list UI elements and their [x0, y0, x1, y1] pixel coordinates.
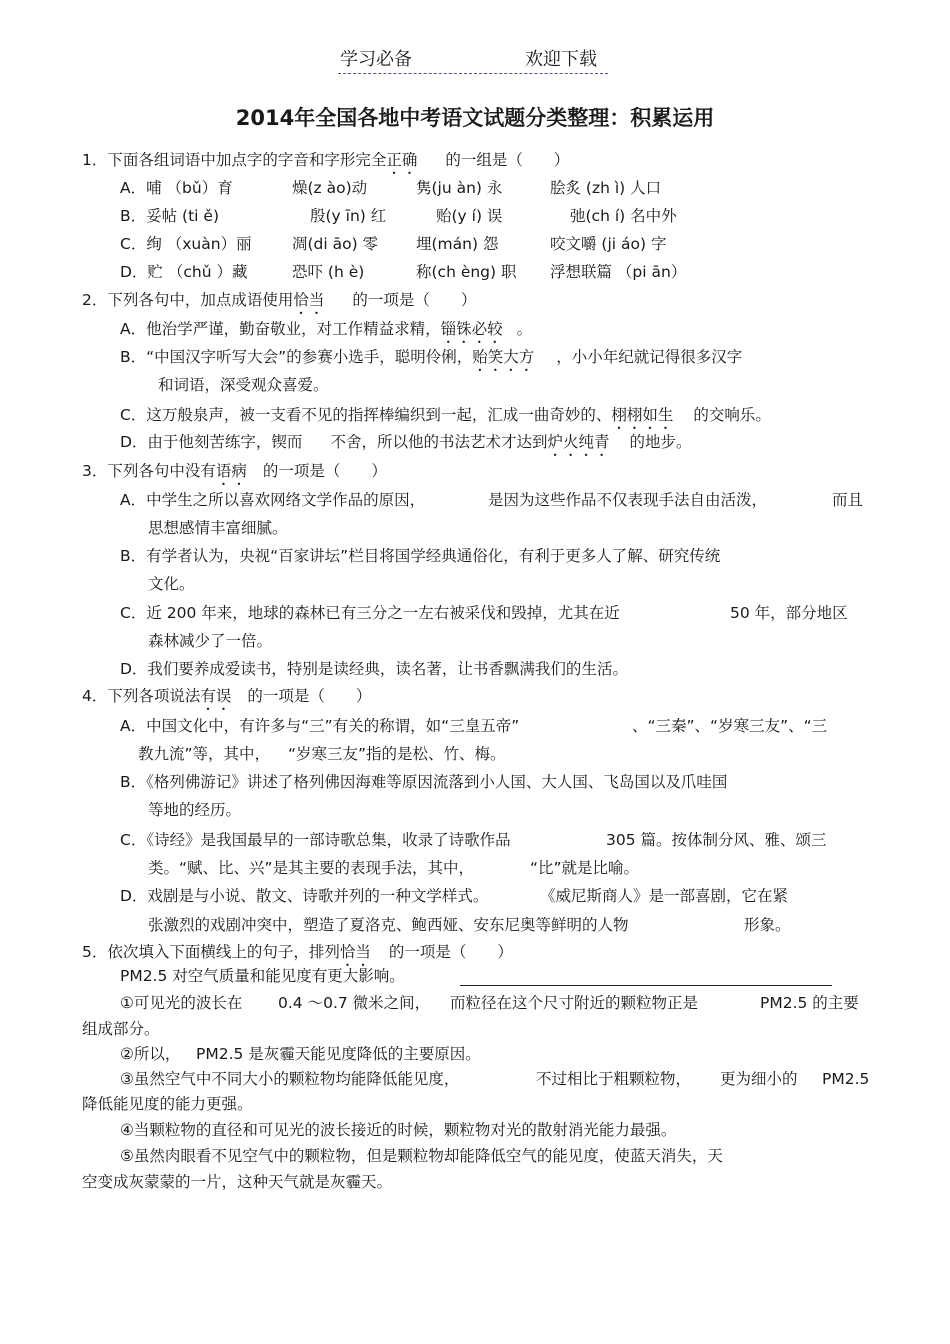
q3-option-a: A．中学生之所以喜欢网络文学作品的原因， — [120, 491, 426, 509]
q5-sentence-2: ②所以， — [120, 1045, 181, 1063]
q4-option-c: C．《诗经》是我国最早的一部诗歌总集，收录了诗歌作品 — [120, 831, 511, 849]
q2-option-c — [120, 405, 771, 433]
q2-a-text: A．他治学严谨，勤奋敬业，对工作精益求精， — [120, 320, 441, 338]
q2-stem — [82, 290, 476, 318]
q5-sentence-1: ①可见光的波长在 — [120, 994, 243, 1012]
q5-fill-blank — [460, 985, 832, 986]
page-title: 2014年全国各地中考语文试题分类整理：积累运用 — [235, 106, 715, 130]
q2-option-a — [120, 319, 532, 347]
q2-stem-end: 的一项是（ ） — [352, 291, 477, 309]
q1-option-c-1: C．绚 （xuàn）丽 — [120, 235, 252, 253]
header-left: 学习必备 — [340, 49, 412, 70]
q2-d-emphasis: 炉火纯青 — [547, 433, 610, 451]
q3-option-b-cont: 文化。 — [148, 575, 195, 593]
q5-sentence-2-b: PM2.5 是灰霾天能见度降低的主要原因。 — [196, 1045, 481, 1063]
q1-option-d-4: 浮想联篇 （pi ān） — [550, 263, 687, 281]
q3-option-d: D．我们要养成爱读书，特别是读经典，读名著，让书香飘满我们的生活。 — [120, 660, 628, 678]
q5-sentence-1-c: 而粒径在这个尺寸附近的颗粒物正是 — [450, 994, 699, 1012]
header-right: 欢迎下载 — [525, 49, 597, 70]
q5-stem-emphasis: 恰当 — [339, 943, 371, 961]
q2-option-b-cont: 和词语，深受观众喜爱。 — [158, 376, 329, 394]
q4-option-a-end: 、“三秦”、“岁寒三友”、“三 — [632, 717, 828, 735]
q1-option-d-2: 恐吓 (h è) — [292, 263, 365, 281]
q4-option-c-cont: 类。“赋、比、兴”是其主要的表现手法，其中， — [148, 859, 475, 877]
q4-option-d-cont-end: 形象。 — [744, 916, 791, 934]
q3-option-b: B．有学者认为，央视“百家讲坛”栏目将国学经典通俗化，有利于更多人了解、研究传统 — [120, 547, 721, 565]
q5-sentence-1-b: 0.4 ～0.7 微米之间， — [278, 994, 431, 1012]
q4-option-a: A．中国文化中，有许多与“三”有关的称谓，如“三皇五帝” — [120, 717, 520, 735]
q3-stem-end: 的一项是（ ） — [262, 462, 387, 480]
q2-a-end: 。 — [516, 320, 533, 338]
q4-option-d-end: 《威尼斯商人》是一部喜剧，它在紧 — [540, 887, 789, 905]
q1-option-d-1: D．贮 （chǔ ）藏 — [120, 263, 248, 281]
q5-sentence-3-b: 不过相比于粗颗粒物， — [536, 1070, 692, 1088]
q3-option-a-mid: 是因为这些作品不仅表现手法自由活泼， — [488, 491, 768, 509]
q2-b-emphasis: 贻笑大方 — [472, 348, 535, 366]
q1-stem-end: 的一组是（ ） — [445, 151, 570, 169]
q2-d-end: 的地步。 — [629, 433, 692, 451]
q2-option-b — [120, 347, 742, 375]
q4-option-d-cont: 张激烈的戏剧冲突中，塑造了夏洛克、鲍西娅、安东尼奥等鲜明的人物 — [148, 916, 629, 934]
q4-option-c-cont-end: “比”就是比喻。 — [530, 859, 640, 877]
q5-sentence-1-cont: 组成部分。 — [82, 1020, 160, 1038]
q2-b-end: ，小小年纪就记得很多汉字 — [556, 348, 743, 366]
q5-sentence-3: ③虽然空气中不同大小的颗粒物均能降低能见度， — [120, 1070, 460, 1088]
q5-sentence-3-cont: 降低能见度的能力更强。 — [82, 1095, 253, 1113]
q5-sentence-1-d: PM2.5 的主要 — [760, 994, 859, 1012]
q1-option-c-2: 凋(di āo) 零 — [292, 235, 379, 253]
q1-option-b-4: 弛(ch í) 名中外 — [570, 207, 677, 225]
q2-c-end: 的交响乐。 — [693, 406, 771, 424]
q3-option-c-cont: 森林减少了一倍。 — [148, 632, 273, 650]
q3-option-c-end: 50 年，部分地区 — [730, 604, 848, 622]
q4-stem-emphasis: 有误 — [200, 687, 232, 705]
q5-lead-sentence: PM2.5 对空气质量和能见度有更大影响。 — [120, 967, 405, 985]
q1-option-b-2: 殷(y īn) 红 — [310, 207, 387, 225]
q2-stem-emphasis: 恰当 — [293, 291, 325, 309]
q3-stem — [82, 461, 387, 489]
q5-sentence-5: ⑤虽然肉眼看不见空气中的颗粒物，但是颗粒物却能降低空气的能见度，使蓝天消失，天 — [120, 1147, 723, 1165]
q4-stem — [82, 686, 371, 714]
q2-stem-text: 2．下列各句中，加点成语使用 — [82, 291, 294, 309]
q4-option-b-cont: 等地的经历。 — [148, 801, 242, 819]
q1-option-c-4: 咬文嚼 (ji áo) 字 — [550, 235, 667, 253]
q1-option-a-4: 脍炙 (zh ì) 人口 — [550, 179, 662, 197]
q1-option-a-3: 隽(ju àn) 永 — [416, 179, 503, 197]
q3-option-a-end: 而且 — [832, 491, 864, 509]
q5-sentence-3-d: PM2.5 — [822, 1070, 870, 1088]
q1-stem-emphasis: 正确 — [386, 151, 418, 169]
q1-stem — [82, 150, 569, 178]
q5-sentence-5-cont: 空变成灰蒙蒙的一片，这种天气就是灰霾天。 — [82, 1173, 393, 1191]
q2-a-emphasis: 锱铢必较 — [440, 320, 503, 338]
q2-d-text: D．由于他刻苦练字，锲而 — [120, 433, 303, 451]
q1-option-b-1: B．妥帖 (ti ě) — [120, 207, 220, 225]
q4-option-a-cont-end: “岁寒三友”指的是松、竹、梅。 — [288, 745, 506, 763]
q2-c-emphasis: 栩栩如生 — [611, 406, 674, 424]
q5-stem-end: 的一项是（ ） — [388, 943, 513, 961]
q1-stem-text: 1．下面各组词语中加点字的字音和字形完全 — [82, 151, 387, 169]
q4-option-c-end: 305 篇。按体制分风、雅、颂三 — [606, 831, 827, 849]
q1-option-c-3: 埋(mán) 怨 — [416, 235, 499, 253]
q5-sentence-4: ④当颗粒物的直径和可见光的波长接近的时候，颗粒物对光的散射消光能力最强。 — [120, 1121, 677, 1139]
q3-stem-text: 3．下列各句中没有 — [82, 462, 216, 480]
q5-stem-text: 5．依次填入下面横线上的句子，排列 — [82, 943, 340, 961]
q4-stem-text: 4．下列各项说法 — [82, 687, 201, 705]
q2-d-mid: 不舍，所以他的书法艺术才达到 — [330, 433, 548, 451]
q4-option-b: B．《格列佛游记》讲述了格列佛因海难等原因流落到小人国、大人国、飞岛国以及爪哇国 — [120, 773, 728, 791]
q3-option-c: C．近 200 年来，地球的森林已有三分之一左右被采伐和毁掉，尤其在近 — [120, 604, 620, 622]
q1-option-b-3: 贻(y í) 误 — [436, 207, 503, 225]
q4-option-d: D．戏剧是与小说、散文、诗歌并列的一种文学样式。 — [120, 887, 489, 905]
q1-option-d-3: 称(ch èng) 职 — [416, 263, 517, 281]
q3-stem-emphasis: 语病 — [215, 462, 247, 480]
q2-b-text: B．“中国汉字听写大会”的参赛小选手，聪明伶俐， — [120, 348, 473, 366]
q1-option-a-2: 燥(z ào)动 — [292, 179, 368, 197]
q2-c-text: C．这万般泉声，被一支看不见的指挥棒编织到一起，汇成一曲奇妙的、 — [120, 406, 612, 424]
q5-sentence-3-c: 更为细小的 — [720, 1070, 798, 1088]
q2-option-d — [120, 432, 691, 460]
q4-option-a-cont: 教九流”等，其中， — [138, 745, 271, 763]
q3-option-a-cont: 思想感情丰富细腻。 — [148, 519, 288, 537]
header-divider — [338, 73, 608, 74]
q4-stem-end: 的一项是（ ） — [247, 687, 372, 705]
q1-option-a-1: A．哺 （bǔ）育 — [120, 179, 233, 197]
